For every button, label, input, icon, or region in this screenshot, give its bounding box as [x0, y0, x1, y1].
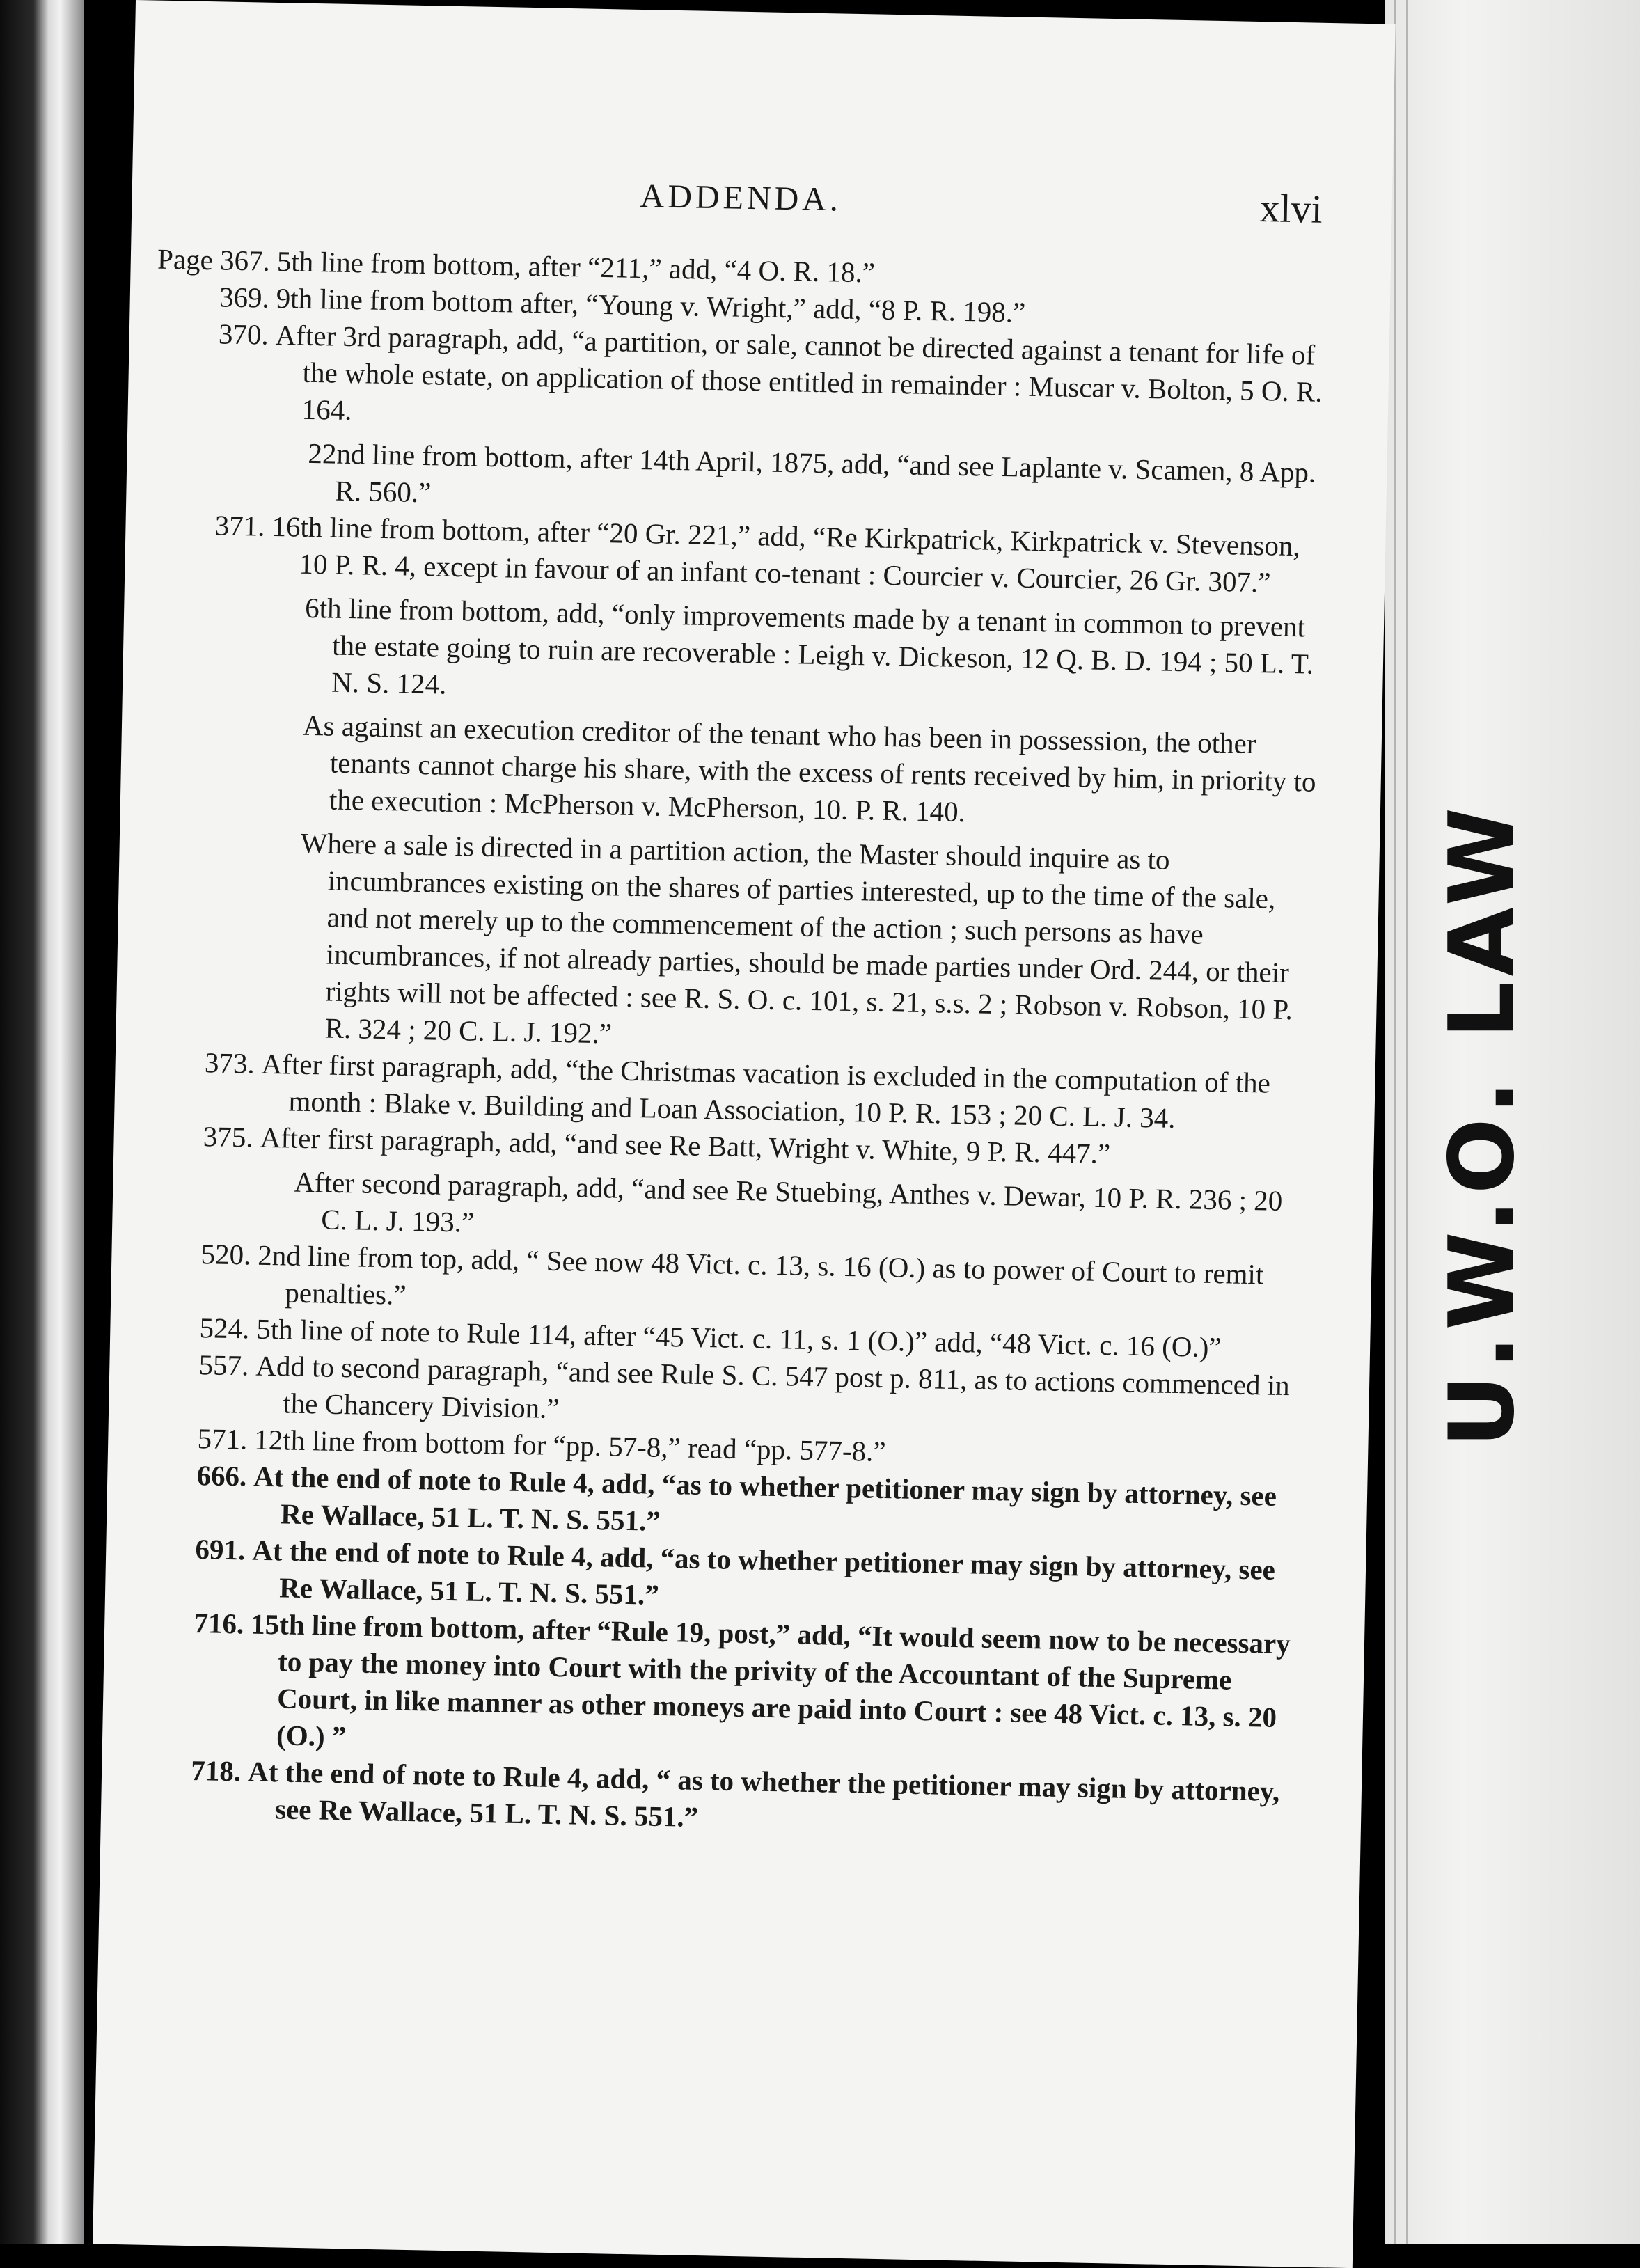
library-stamp	[1420, 801, 1545, 1447]
entry-page-number: 557.	[198, 1348, 249, 1382]
entry-text: Where a sale is directed in a partition action, the Master should inquire as to incumbrances existing on the shares of parties interested, up to the time of the sale, and not merely up to the commencement of the action ; such persons as have incumbrances, if not already parties, should be made parties under Ord. 244, or their rights will not be affected : see R. S. O. c. 101, s. 21, s.s. 2 ; Robson v. Robson, 10 P. R. 324 ; 20 C. L. J. 192.”	[300, 826, 1293, 1050]
page-number: xlvi	[1259, 185, 1323, 232]
running-title: ADDENDA.	[640, 177, 842, 219]
entry-text: 12th line from bottom for “pp. 57-8,” read “pp. 577-8.”	[253, 1423, 887, 1468]
addenda-entry	[154, 1117, 1311, 1257]
entry-text: After first paragraph, add, “and see Re Batt, Wright v. White, 9 P. R. 447.”	[260, 1121, 1111, 1170]
addenda-entry	[168, 315, 1327, 528]
entry-text: 16th line from bottom, after “20 Gr. 221,” add, “Re Kirkpatrick, Kirkpatrick v. Stevenson, 10 P. R. 4, except in favour of an infant co-tenant : Courcier v. Courcier, 26 Gr. 307.”	[271, 510, 1301, 599]
entry-text: At the end of note to Rule 4, add, “as to whether petitioner may sign by attorney, see Re Wallace, 51 L. T. N. S. 551.”	[251, 1534, 1276, 1611]
entry-text: Add to second paragraph, “and see Rule S. C. 547 post p. 811, as to actions commenced in the Chancery Division.”	[255, 1349, 1291, 1425]
page-header	[132, 167, 1392, 240]
entry-text: At the end of note to Rule 4, add, “as to whether petitioner may sign by attorney, see Re Wallace, 51 L. T. N. S. 551.”	[253, 1460, 1277, 1537]
entry-text: 15th line from bottom, after “Rule 19, post,” add, “It would seem now to be necessary to pay the money into Court with the privity of the Accountant of the Supreme Court, in like manner as other moneys are paid into Court : see 48 Vict. c. 13, s. 20 (O.) ”	[250, 1607, 1291, 1753]
entry-page-number: 571.	[197, 1422, 248, 1456]
edge-line	[1394, 0, 1396, 2244]
entry-page-number: 520.	[200, 1238, 251, 1271]
entry-text: 22nd line from bottom, after 14th April, 1875, add, “and see Laplante v. Scamen, 8 App. R. 560.”	[308, 436, 1316, 509]
entry-page-number: 373.	[204, 1046, 255, 1080]
library-stamp-text: U.W.O. LAW	[1430, 801, 1535, 1447]
entry-page-number: 371.	[214, 509, 265, 542]
addenda-entry	[157, 506, 1323, 1066]
addenda-entry	[144, 1604, 1302, 1774]
entry-text: 6th line from bottom, add, “only improvements made by a tenant in common to prevent the estate going to ruin are recoverable : Leigh v. Dickeson, 12 Q. B. D. 194 ; 50 L. T. N. S. 124.	[304, 591, 1314, 700]
entry-text: At the end of note to Rule 4, add, “ as to whether the petitioner may sign by attorney, see Re Wallace, 51 L. T. N. S. 551.”	[247, 1755, 1280, 1833]
entry-page-number: 666.	[196, 1459, 247, 1493]
entry-text: As against an execution creditor of the tenant who has been in possession, the other tenants cannot charge his share, with the excess of rents received by him, in priority to the execution : McPherson v. McPherson, 10. P. R. 140.	[302, 709, 1316, 828]
entry-text: 2nd line from top, add, “ See now 48 Vict. c. 13, s. 16 (O.) as to power of Court to remit penalties.”	[257, 1238, 1264, 1311]
entry-page-number: 691.	[195, 1533, 246, 1566]
entry-text: 5th line of note to Rule 114, after “45 Vict. c. 11, s. 1 (O.)” add, “48 Vict. c. 16 (O.)”	[255, 1312, 1222, 1364]
entry-text: After second paragraph, add, “and see Re Stuebing, Anthes v. Dewar, 10 P. R. 236 ; 20 C. L. J. 193.”	[294, 1165, 1283, 1238]
entry-page-number: 718.	[191, 1754, 242, 1788]
entry-text: After 3rd paragraph, add, “a partition, or sale, cannot be directed against a tenant for life of the whole estate, on application of those entitled in remainder : Muscar v. Bolton, 5 O. R. 164.	[275, 318, 1323, 427]
book-page	[93, 0, 1396, 2268]
scan-left-margin	[0, 0, 84, 2244]
entry-page-number: 524.	[199, 1312, 250, 1345]
entry-text: 5th line from bottom, after “211,” add, “4 O. R. 18.”	[276, 244, 876, 289]
entry-text: 9th line from bottom after, “Young v. Wright,” add, “8 P. R. 198.”	[276, 281, 1026, 329]
entry-page-number: 369.	[219, 281, 270, 314]
entry-page-number: 370.	[218, 317, 269, 351]
entry-text: After first paragraph, add, “the Christmas vacation is excluded in the computation of the month : Blake v. Building and Loan Association, 10 P. R. 153 ; 20 C. L. J. 34.	[261, 1047, 1271, 1134]
edge-line	[1406, 0, 1408, 2244]
addenda-list	[143, 241, 1328, 1847]
entry-page-number: Page 367.	[157, 242, 271, 277]
entry-page-number: 716.	[194, 1607, 244, 1640]
entry-page-number: 375.	[203, 1120, 254, 1153]
